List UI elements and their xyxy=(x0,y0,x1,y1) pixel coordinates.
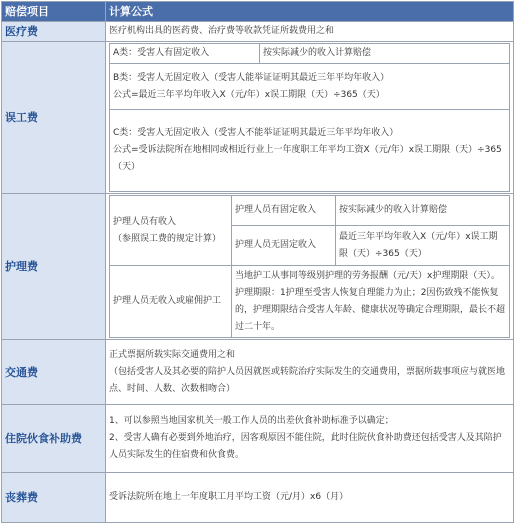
nursing-has-income-l2: （参照误工费的规定计算） xyxy=(113,233,222,244)
header-formula: 计算公式 xyxy=(106,2,514,22)
lost-wages-a-label: A类：受害人有固定收入 xyxy=(110,44,260,64)
lost-wages-b-line1: B类：受害人无固定收入（受害人能举证证明其最近三年平均年收入） xyxy=(113,72,390,83)
row-meals xyxy=(2,405,514,473)
nursing-subtable xyxy=(109,195,510,338)
lost-wages-c-line1: C类：受害人无固定收入（受害人不能举证证明其最近三年平均年收入） xyxy=(113,128,399,138)
medical-formula: 医疗机构出具的医药费、治疗费等收款凭证所载费用之和 xyxy=(106,22,514,42)
nursing-formulas xyxy=(106,194,514,340)
lost-wages-b xyxy=(110,64,510,110)
compensation-table xyxy=(1,1,514,523)
row-medical xyxy=(2,22,514,42)
row-transport xyxy=(2,340,514,405)
nursing-noincome-label: 护理人员无收入或雇佣护工 xyxy=(110,266,232,338)
nursing-has-income-l1: 护理人员有收入 xyxy=(113,216,177,227)
meals-line1: 1、可以参照当地国家机关一般工作人员的出差伙食补助标准予以确定； xyxy=(109,416,394,426)
medical-name: 医疗费 xyxy=(2,22,106,42)
lost-wages-name: 误工费 xyxy=(2,42,106,194)
nursing-noincome-rule: 当地护工从事同等级别护理的劳务报酬（元/天）x护理期限（天）。护理期限：1护理至受害人恢复自理能力为止；2因伤致残不能恢复的，护理期限结合受害人年龄、健康状况等确定合理期限，最长不超过二十年。 xyxy=(232,266,510,338)
funeral-formula: 受诉法院所在地上一年度职工月平均工资（元/月）x6（月） xyxy=(106,473,514,523)
header-row xyxy=(2,2,514,22)
transport-formula xyxy=(106,340,514,405)
row-lost-wages xyxy=(2,42,514,194)
transport-line2: （包括受害人及其必要的陪护人员因就医或转院治疗实际发生的交通费用，票据所载事项应与就医地点、时间、人数、次数相吻合） xyxy=(109,366,506,394)
row-funeral xyxy=(2,473,514,523)
lost-wages-b-line2: 公式=最近三年平均年收入X（元/年）x误工期限（天）÷365（天） xyxy=(113,89,385,100)
funeral-name: 丧葬费 xyxy=(2,473,106,523)
transport-line1: 正式票据所载实际交通费用之和 xyxy=(109,349,236,360)
nursing-fixed-label: 护理人员有固定收入 xyxy=(232,196,336,226)
nursing-nofixed-label: 护理人员无固定收入 xyxy=(232,226,336,266)
meals-formula xyxy=(106,405,514,473)
lost-wages-formulas xyxy=(106,42,514,194)
nursing-nofixed-rule: 最近三年平均年收入X（元/年）x误工期限（天）÷365（天） xyxy=(336,226,510,266)
lost-wages-c-line2: 公式=受诉法院所在地相同或相近行业上一年度职工年平均工资X（元/年）x误工期限（天）÷365（天） xyxy=(113,145,502,172)
nursing-name: 护理费 xyxy=(2,194,106,340)
lost-wages-subtable xyxy=(109,43,510,192)
lost-wages-a-rule: 按实际减少的收入计算赔偿 xyxy=(260,44,510,64)
transport-name: 交通费 xyxy=(2,340,106,405)
header-item: 赔偿项目 xyxy=(2,2,106,22)
lost-wages-c xyxy=(110,110,510,192)
meals-name: 住院伙食补助费 xyxy=(2,405,106,473)
nursing-fixed-rule: 按实际减少的收入计算赔偿 xyxy=(336,196,510,226)
row-nursing xyxy=(2,194,514,340)
nursing-has-income xyxy=(110,196,232,266)
meals-line2: 2、受害人确有必要到外地治疗，因客观原因不能住院，此时住院伙食补助费还包括受害人及其陪护人员实际发生的住宿费和伙食费。 xyxy=(109,433,502,460)
